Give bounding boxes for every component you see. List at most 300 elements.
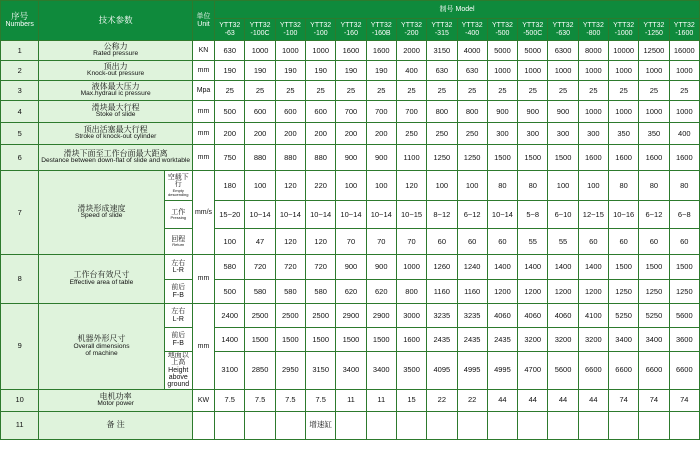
value-cell: 4100 <box>578 304 608 328</box>
value-cell: 1000 <box>578 61 608 81</box>
model-cell <box>306 19 336 41</box>
value-cell: 900 <box>336 145 366 171</box>
sub-param-cell <box>164 328 192 352</box>
seq-header-zh: 序号 <box>11 11 29 22</box>
value-cell: 60 <box>457 229 487 255</box>
param-en: Effective area of table <box>69 278 134 286</box>
param-en: Stoke of slide <box>95 111 136 119</box>
param-zh: 机器外形尺寸 <box>77 334 126 344</box>
value-cell: 800 <box>396 280 426 304</box>
value-cell: 1400 <box>548 255 578 280</box>
value-cell: 580 <box>306 280 336 304</box>
model-name: YTT32 <box>673 21 695 29</box>
model-suffix: -500 <box>495 29 510 37</box>
value-cell <box>366 411 396 439</box>
value-cell: 5250 <box>608 304 638 328</box>
value-cell <box>215 411 245 439</box>
value-cell: 44 <box>518 389 548 411</box>
value-cell: 74 <box>608 389 638 411</box>
value-cell: 120 <box>306 229 336 255</box>
value-cell: 1400 <box>487 255 517 280</box>
sub-param-cell <box>164 171 192 201</box>
sub-param-cell <box>164 352 192 390</box>
value-cell: 1000 <box>487 61 517 81</box>
value-cell: 10~14 <box>245 201 275 229</box>
model-name: YTT32 <box>613 21 635 29</box>
model-cell <box>215 19 245 41</box>
param-en: Stroke of knock-out cylinder <box>74 133 157 141</box>
spec-row <box>1 101 700 123</box>
value-cell: 15~20 <box>215 201 245 229</box>
value-cell: 1000 <box>306 41 336 61</box>
param-en: Destance between down-flat of slide and worktable <box>41 157 191 165</box>
sub-param-cell <box>164 304 192 328</box>
model-suffix: -800 <box>586 29 601 37</box>
value-cell <box>578 411 608 439</box>
value-cell: 3235 <box>427 304 457 328</box>
value-cell: 4095 <box>427 352 457 390</box>
unit-cell: mm <box>192 255 214 304</box>
value-cell: 100 <box>578 171 608 201</box>
model-cell <box>548 19 578 41</box>
value-cell: 300 <box>518 123 548 145</box>
value-cell: 25 <box>457 81 487 101</box>
model-suffix: -1000 <box>614 29 633 37</box>
spec-subrow <box>1 171 700 201</box>
param-cell <box>39 304 164 390</box>
param-cell <box>39 101 193 123</box>
value-cell: 3200 <box>518 328 548 352</box>
value-cell: 300 <box>578 123 608 145</box>
value-cell: 2435 <box>457 328 487 352</box>
value-cell: 10~14 <box>487 201 517 229</box>
value-cell: 1250 <box>427 145 457 171</box>
model-suffix: -500C <box>523 29 543 37</box>
param-en: of machine <box>85 349 118 357</box>
row-number: 9 <box>1 304 39 390</box>
value-cell: 120 <box>275 229 305 255</box>
sub-param-zh: 前后 <box>171 284 186 292</box>
value-cell: 3100 <box>215 352 245 390</box>
value-cell: 1000 <box>396 255 426 280</box>
sub-param-en: Height above ground <box>167 366 190 389</box>
value-cell: 3400 <box>336 352 366 390</box>
value-cell: 70 <box>396 229 426 255</box>
value-cell: 25 <box>608 81 638 101</box>
model-name: YTT32 <box>643 21 665 29</box>
value-cell: 1000 <box>669 101 699 123</box>
model-suffix: -160B <box>371 29 391 37</box>
model-name: YTT32 <box>582 21 604 29</box>
model-cell <box>245 19 275 41</box>
unit-cell: Mpa <box>192 81 214 101</box>
value-cell: 10~14 <box>366 201 396 229</box>
model-name: YTT32 <box>249 21 271 29</box>
value-cell: 25 <box>275 81 305 101</box>
param-header-label: 技术参数 <box>98 15 133 26</box>
value-cell: 5250 <box>639 304 669 328</box>
value-cell: 1600 <box>336 41 366 61</box>
value-cell: 25 <box>548 81 578 101</box>
value-cell: 60 <box>608 229 638 255</box>
spec-row <box>1 411 700 439</box>
sub-param-zh: 回程 <box>171 235 186 243</box>
value-cell: 6600 <box>669 352 699 390</box>
value-cell: 900 <box>366 145 396 171</box>
value-cell: 800 <box>457 101 487 123</box>
value-cell: 1000 <box>608 101 638 123</box>
value-cell: 1200 <box>578 280 608 304</box>
value-cell <box>427 411 457 439</box>
value-cell: 880 <box>306 145 336 171</box>
value-cell <box>396 411 426 439</box>
value-cell: 80 <box>487 171 517 201</box>
value-cell: 3400 <box>608 328 638 352</box>
value-cell: 1000 <box>548 61 578 81</box>
value-cell: 4700 <box>518 352 548 390</box>
value-cell: 300 <box>548 123 578 145</box>
value-cell: 25 <box>578 81 608 101</box>
value-cell: 720 <box>245 255 275 280</box>
value-cell: 70 <box>336 229 366 255</box>
value-cell <box>457 411 487 439</box>
model-cell <box>336 19 366 41</box>
value-cell <box>487 411 517 439</box>
value-cell: 2900 <box>336 304 366 328</box>
value-cell: 100 <box>336 171 366 201</box>
value-cell: 1250 <box>608 280 638 304</box>
row-number: 1 <box>1 41 39 61</box>
unit-header-en: Unit <box>197 20 210 28</box>
unit-header-zh: 单位 <box>196 13 211 21</box>
value-cell: 120 <box>275 171 305 201</box>
param-en: Knock-out pressure <box>87 70 145 78</box>
value-cell: 350 <box>639 123 669 145</box>
value-cell: 1000 <box>518 61 548 81</box>
value-cell: 7.5 <box>245 389 275 411</box>
model-name: YTT32 <box>522 21 544 29</box>
value-cell: 3150 <box>427 41 457 61</box>
spec-row <box>1 81 700 101</box>
value-cell: 600 <box>275 101 305 123</box>
value-cell: 47 <box>245 229 275 255</box>
value-cell: 190 <box>215 61 245 81</box>
value-cell: 7.5 <box>306 389 336 411</box>
value-cell: 600 <box>306 101 336 123</box>
model-suffix: -100 <box>313 29 328 37</box>
unit-cell: KW <box>192 389 214 411</box>
model-name: YTT32 <box>491 21 513 29</box>
value-cell <box>336 411 366 439</box>
value-cell: 120 <box>396 171 426 201</box>
sub-param-zh: 空载下行 <box>167 173 189 189</box>
value-cell: 80 <box>518 171 548 201</box>
value-cell: 60 <box>669 229 699 255</box>
sub-param-cell <box>164 229 192 255</box>
value-cell: 190 <box>275 61 305 81</box>
param-cell <box>39 411 193 439</box>
sub-param-en: L-R <box>172 315 184 323</box>
value-cell: 1500 <box>548 145 578 171</box>
value-cell: 25 <box>336 81 366 101</box>
model-suffix: -315 <box>434 29 449 37</box>
value-cell: 增速缸 <box>306 411 336 439</box>
value-cell: 3235 <box>457 304 487 328</box>
model-cell <box>518 19 548 41</box>
model-name: YTT32 <box>340 21 362 29</box>
model-name: YTT32 <box>461 21 483 29</box>
value-cell: 4000 <box>457 41 487 61</box>
value-cell: 6~12 <box>457 201 487 229</box>
value-cell: 5~8 <box>518 201 548 229</box>
value-cell: 700 <box>336 101 366 123</box>
value-cell: 6600 <box>639 352 669 390</box>
value-cell <box>275 411 305 439</box>
value-cell: 22 <box>427 389 457 411</box>
value-cell: 2400 <box>215 304 245 328</box>
value-cell: 2500 <box>275 304 305 328</box>
sub-param-en: Pressing <box>170 215 187 221</box>
param-cell <box>39 389 193 411</box>
row-number: 6 <box>1 145 39 171</box>
value-cell: 25 <box>487 81 517 101</box>
param-cell <box>39 41 193 61</box>
param-zh: 滑块最大行程 <box>91 102 140 112</box>
param-zh: 液体最大压力 <box>91 81 140 91</box>
param-cell <box>39 81 193 101</box>
value-cell: 1500 <box>487 145 517 171</box>
value-cell: 5600 <box>669 304 699 328</box>
value-cell: 25 <box>396 81 426 101</box>
value-cell: 3400 <box>366 352 396 390</box>
row-number: 8 <box>1 255 39 304</box>
value-cell: 55 <box>518 229 548 255</box>
value-cell: 1200 <box>487 280 517 304</box>
model-name: YTT32 <box>401 21 423 29</box>
value-cell: 80 <box>669 171 699 201</box>
value-cell: 1500 <box>306 328 336 352</box>
spec-subrow <box>1 255 700 280</box>
model-header <box>215 1 700 19</box>
model-header-label: 制号 Model <box>439 5 475 13</box>
unit-cell: mm <box>192 101 214 123</box>
row-number: 3 <box>1 81 39 101</box>
param-en: Max.hydraul ic pressure <box>80 90 151 98</box>
value-cell: 1600 <box>396 328 426 352</box>
unit-cell: mm <box>192 123 214 145</box>
value-cell: 1500 <box>275 328 305 352</box>
value-cell: 1500 <box>245 328 275 352</box>
value-cell: 3000 <box>396 304 426 328</box>
row-number: 10 <box>1 389 39 411</box>
value-cell: 1000 <box>669 61 699 81</box>
value-cell: 2500 <box>245 304 275 328</box>
value-cell: 630 <box>427 61 457 81</box>
value-cell: 500 <box>215 101 245 123</box>
model-suffix: -160 <box>343 29 358 37</box>
value-cell <box>518 411 548 439</box>
unit-cell: mm/s <box>192 171 214 255</box>
value-cell: 10~14 <box>306 201 336 229</box>
value-cell: 2900 <box>366 304 396 328</box>
value-cell: 4060 <box>487 304 517 328</box>
seq-header-en: Numbers <box>5 21 34 29</box>
value-cell: 8~12 <box>427 201 457 229</box>
value-cell: 4060 <box>548 304 578 328</box>
value-cell: 350 <box>608 123 638 145</box>
model-suffix: -1600 <box>675 29 694 37</box>
value-cell: 1000 <box>639 101 669 123</box>
sub-param-zh: 地面以上高 <box>167 352 189 367</box>
value-cell: 11 <box>366 389 396 411</box>
value-cell: 44 <box>487 389 517 411</box>
value-cell: 25 <box>366 81 396 101</box>
param-zh: 备 注 <box>106 420 125 430</box>
value-cell: 1400 <box>215 328 245 352</box>
model-cell <box>487 19 517 41</box>
value-cell: 1600 <box>578 145 608 171</box>
value-cell <box>639 411 669 439</box>
value-cell: 620 <box>336 280 366 304</box>
unit-cell: mm <box>192 304 214 390</box>
param-zh: 工作台有效尺寸 <box>73 270 130 280</box>
spec-row <box>1 41 700 61</box>
value-cell: 900 <box>487 101 517 123</box>
value-cell: 11 <box>336 389 366 411</box>
value-cell: 200 <box>336 123 366 145</box>
value-cell: 4995 <box>487 352 517 390</box>
spec-row <box>1 389 700 411</box>
value-cell: 1500 <box>608 255 638 280</box>
value-cell: 2435 <box>487 328 517 352</box>
value-cell: 4995 <box>457 352 487 390</box>
value-cell: 1600 <box>639 145 669 171</box>
param-zh: 顶出活塞最大行程 <box>83 124 148 134</box>
param-cell <box>39 61 193 81</box>
value-cell: 10000 <box>608 41 638 61</box>
spec-row <box>1 61 700 81</box>
model-suffix: -1250 <box>644 29 663 37</box>
value-cell <box>608 411 638 439</box>
param-zh: 滑块下面至工作台面最大距离 <box>63 148 168 158</box>
value-cell: 1500 <box>639 255 669 280</box>
seq-header <box>1 1 39 41</box>
model-suffix: -100C <box>250 29 270 37</box>
row-number: 4 <box>1 101 39 123</box>
value-cell: 6~8 <box>669 201 699 229</box>
value-cell: 100 <box>427 171 457 201</box>
value-cell: 55 <box>548 229 578 255</box>
model-cell <box>608 19 638 41</box>
spec-row <box>1 123 700 145</box>
value-cell: 100 <box>457 171 487 201</box>
value-cell: 620 <box>366 280 396 304</box>
model-cell <box>669 19 699 41</box>
value-cell: 190 <box>366 61 396 81</box>
model-name: YTT32 <box>310 21 332 29</box>
value-cell <box>245 411 275 439</box>
value-cell: 250 <box>427 123 457 145</box>
value-cell: 7.5 <box>275 389 305 411</box>
value-cell: 500 <box>215 280 245 304</box>
value-cell <box>669 411 699 439</box>
value-cell: 630 <box>215 41 245 61</box>
value-cell: 1600 <box>366 41 396 61</box>
model-cell <box>396 19 426 41</box>
value-cell: 100 <box>366 171 396 201</box>
model-name: YTT32 <box>279 21 301 29</box>
value-cell: 1600 <box>608 145 638 171</box>
param-header <box>39 1 193 41</box>
value-cell: 100 <box>215 229 245 255</box>
value-cell: 200 <box>215 123 245 145</box>
value-cell: 25 <box>639 81 669 101</box>
value-cell: 4060 <box>518 304 548 328</box>
sub-param-cell <box>164 280 192 304</box>
sub-param-en: F-B <box>172 291 184 299</box>
value-cell: 6600 <box>578 352 608 390</box>
param-cell <box>39 145 193 171</box>
value-cell: 880 <box>275 145 305 171</box>
value-cell: 700 <box>396 101 426 123</box>
model-suffix: -200 <box>404 29 419 37</box>
sub-param-en: F-B <box>172 339 184 347</box>
value-cell: 70 <box>366 229 396 255</box>
model-suffix: -100 <box>283 29 298 37</box>
row-number: 2 <box>1 61 39 81</box>
value-cell: 1260 <box>427 255 457 280</box>
value-cell: 16000 <box>669 41 699 61</box>
value-cell: 1160 <box>457 280 487 304</box>
value-cell: 25 <box>215 81 245 101</box>
value-cell: 3200 <box>578 328 608 352</box>
value-cell: 3400 <box>639 328 669 352</box>
value-cell: 580 <box>215 255 245 280</box>
spec-row <box>1 145 700 171</box>
sub-param-cell <box>164 255 192 280</box>
value-cell: 900 <box>336 255 366 280</box>
value-cell: 1000 <box>608 61 638 81</box>
param-cell <box>39 123 193 145</box>
value-cell: 720 <box>275 255 305 280</box>
value-cell: 2000 <box>396 41 426 61</box>
unit-cell <box>192 411 214 439</box>
model-cell <box>366 19 396 41</box>
model-suffix: -400 <box>465 29 480 37</box>
header-row <box>1 1 700 19</box>
value-cell: 1400 <box>518 255 548 280</box>
value-cell: 400 <box>396 61 426 81</box>
model-suffix: -63 <box>224 29 235 37</box>
value-cell: 100 <box>245 171 275 201</box>
value-cell: 7.5 <box>215 389 245 411</box>
value-cell: 2850 <box>245 352 275 390</box>
value-cell: 25 <box>245 81 275 101</box>
param-en: Rated pressure <box>93 50 139 58</box>
value-cell: 630 <box>457 61 487 81</box>
value-cell: 10~14 <box>336 201 366 229</box>
value-cell: 44 <box>548 389 578 411</box>
value-cell: 74 <box>639 389 669 411</box>
model-cell <box>578 19 608 41</box>
value-cell: 5600 <box>548 352 578 390</box>
value-cell: 6~10 <box>548 201 578 229</box>
value-cell: 2500 <box>306 304 336 328</box>
value-cell: 1500 <box>518 145 548 171</box>
value-cell: 8000 <box>578 41 608 61</box>
value-cell: 2435 <box>427 328 457 352</box>
value-cell: 60 <box>487 229 517 255</box>
